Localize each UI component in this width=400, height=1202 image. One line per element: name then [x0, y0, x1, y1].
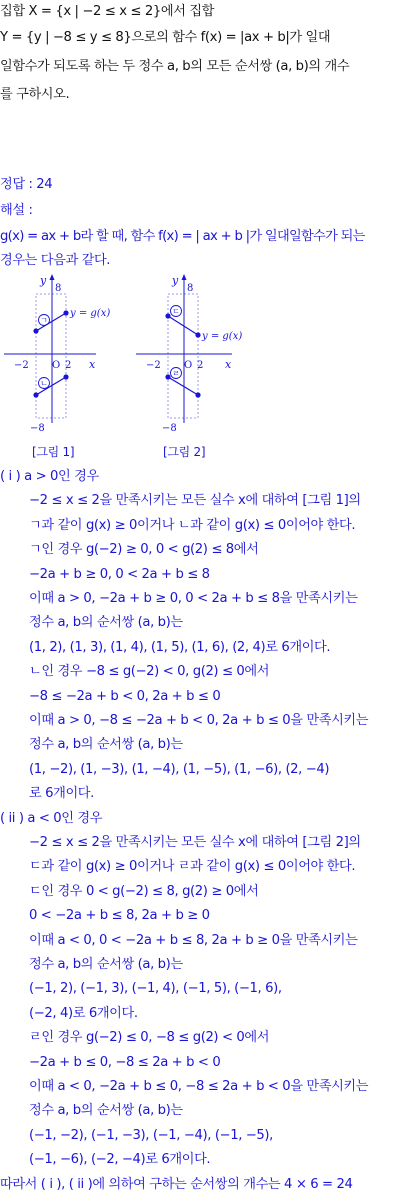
- figure-1: [0, 268, 130, 434]
- y-label: y: [172, 274, 179, 287]
- point: [195, 332, 200, 337]
- solution-line: (−2, 4)로 6개이다.: [29, 1005, 138, 1021]
- solution-line: 로 6개이다.: [29, 786, 94, 802]
- origin-label: O: [184, 360, 193, 371]
- solution-heading: ( i ) a > 0인 경우: [0, 469, 99, 484]
- solution-line: ㄴ인 경우 −8 ≤ g(−2) < 0, g(2) ≤ 0에서: [29, 664, 270, 680]
- question-line-4: 를 구하시오.: [0, 87, 70, 102]
- solution-line: 이때 a < 0, 0 < −2a + b ≤ 8, 2a + b ≥ 0을 만족시키는: [29, 932, 358, 948]
- function-label: y = g(x): [202, 331, 243, 342]
- y-axis-arrow: [50, 274, 55, 280]
- solution-line: 이때 a > 0, −2a + b ≥ 0, 0 < 2a + b ≤ 8을 만족시키는: [29, 591, 358, 606]
- mark-label-nieun: ㄴ: [40, 379, 48, 388]
- tick-label-8: 8: [55, 283, 62, 294]
- figure-2: [132, 268, 272, 434]
- x-label: x: [225, 358, 232, 371]
- function-label: y = g(x): [70, 308, 111, 319]
- solution-line: (−1, 2), (−1, 3), (−1, 4), (−1, 5), (−1, 6),: [29, 981, 282, 997]
- point: [165, 374, 170, 379]
- point: [63, 374, 68, 379]
- solution-line: 정수 a, b의 순서쌍 (a, b)는: [29, 615, 183, 631]
- solution-line: ㄷ인 경우 0 < g(−2) ≤ 8, g(2) ≥ 0에서: [29, 883, 259, 899]
- y-label: y: [40, 274, 47, 287]
- solution-line: 이때 a > 0, −8 ≤ −2a + b < 0, 2a + b ≤ 0을 만족시키는: [29, 713, 369, 728]
- solution-line: −2 ≤ x ≤ 2을 만족시키는 모든 실수 x에 대하여 [그림 2]의: [29, 835, 361, 850]
- solution-line: −8 ≤ −2a + b < 0, 2a + b ≤ 0: [29, 688, 221, 704]
- upper-segment: [168, 316, 198, 335]
- solution-line: (1, −2), (1, −3), (1, −4), (1, −5), (1, −6), (2, −4): [29, 761, 330, 777]
- solution-line: (−1, −2), (−1, −3), (−1, −4), (−1, −5),: [29, 1127, 273, 1143]
- intro-line-1: g(x) = ax + b라 할 때, 함수 f(x) = | ax + b |가 일대일함수가 되는: [0, 229, 365, 244]
- solution-heading: 따라서 ( i ), ( ii )에 의하여 구하는 순서쌍의 개수는 4 × 6 = 24: [0, 1176, 353, 1192]
- solution-line: ㄱ인 경우 g(−2) ≥ 0, 0 < g(2) ≤ 8에서: [29, 542, 259, 558]
- tick-label-2: 2: [65, 360, 72, 371]
- solution-line: ㄱ과 같이 g(x) ≥ 0이거나 ㄴ과 같이 g(x) ≤ 0이어야 한다.: [29, 517, 356, 533]
- solution-line: −2a + b ≥ 0, 0 < 2a + b ≤ 8: [29, 566, 210, 582]
- figure-2-caption: [그림 2]: [163, 445, 206, 459]
- solution-line: −2a + b ≤ 0, −8 ≤ 2a + b < 0: [29, 1054, 221, 1070]
- point: [33, 392, 38, 397]
- point: [165, 313, 170, 318]
- question-line-1: 집합 X = {x | −2 ≤ x ≤ 2}에서 집합: [0, 4, 214, 19]
- figure-1-caption: [그림 1]: [32, 445, 75, 459]
- solution-line: (−1, −6), (−2, −4)로 6개이다.: [29, 1152, 211, 1168]
- question-line-2: Y = {y | −8 ≤ y ≤ 8}으로의 함수 f(x) = |ax + b|가 일대: [0, 30, 331, 45]
- tick-label-8: 8: [187, 283, 194, 294]
- lower-segment: [168, 377, 198, 395]
- solution-line: −2 ≤ x ≤ 2을 만족시키는 모든 실수 x에 대하여 [그림 1]의: [29, 493, 361, 509]
- tick-label-2: 2: [197, 360, 204, 371]
- y-axis-arrow: [182, 274, 187, 280]
- solution-line: 정수 a, b의 순서쌍 (a, b)는: [29, 957, 183, 972]
- point: [33, 328, 38, 333]
- intro-line-2: 경우는 다음과 같다.: [0, 253, 111, 268]
- tick-label-neg2: −2: [146, 360, 161, 371]
- mark-label-rieul: ㄹ: [172, 369, 180, 378]
- x-label: x: [89, 358, 96, 371]
- solution-heading: ( ii ) a < 0인 경우: [0, 810, 103, 826]
- solution-line: 정수 a, b의 순서쌍 (a, b)는: [29, 737, 183, 753]
- solution-line: 정수 a, b의 순서쌍 (a, b)는: [29, 1103, 183, 1119]
- solution-line: (1, 2), (1, 3), (1, 4), (1, 5), (1, 6), (2, 4)로 6개이다.: [29, 639, 331, 655]
- question-line-3: 일함수가 되도록 하는 두 정수 a, b의 모든 순서쌍 (a, b)의 개수: [0, 59, 350, 74]
- solution-line: ㄷ과 같이 g(x) ≥ 0이거나 ㄹ과 같이 g(x) ≤ 0이어야 한다.: [29, 859, 356, 875]
- tick-label-neg8: −8: [30, 423, 45, 434]
- solution-line: ㄹ인 경우 g(−2) ≤ 0, −8 ≤ g(2) < 0에서: [29, 1030, 270, 1046]
- point: [63, 310, 68, 315]
- guide-box: [36, 294, 66, 418]
- solution-line: 이때 a < 0, −2a + b ≤ 0, −8 ≤ 2a + b < 0을 만족시키는: [29, 1079, 369, 1094]
- tick-label-neg8: −8: [162, 423, 177, 434]
- answer-label: 정답 : 24: [0, 177, 53, 192]
- mark-label-giyeok: ㄱ: [40, 316, 48, 325]
- tick-label-neg2: −2: [14, 360, 29, 371]
- explanation-label: 해설 :: [0, 203, 33, 218]
- solution-line: 0 < −2a + b ≤ 8, 2a + b ≥ 0: [29, 908, 210, 924]
- origin-label: O: [52, 360, 61, 371]
- mark-label-digeut: ㄷ: [172, 307, 180, 316]
- point: [195, 392, 200, 397]
